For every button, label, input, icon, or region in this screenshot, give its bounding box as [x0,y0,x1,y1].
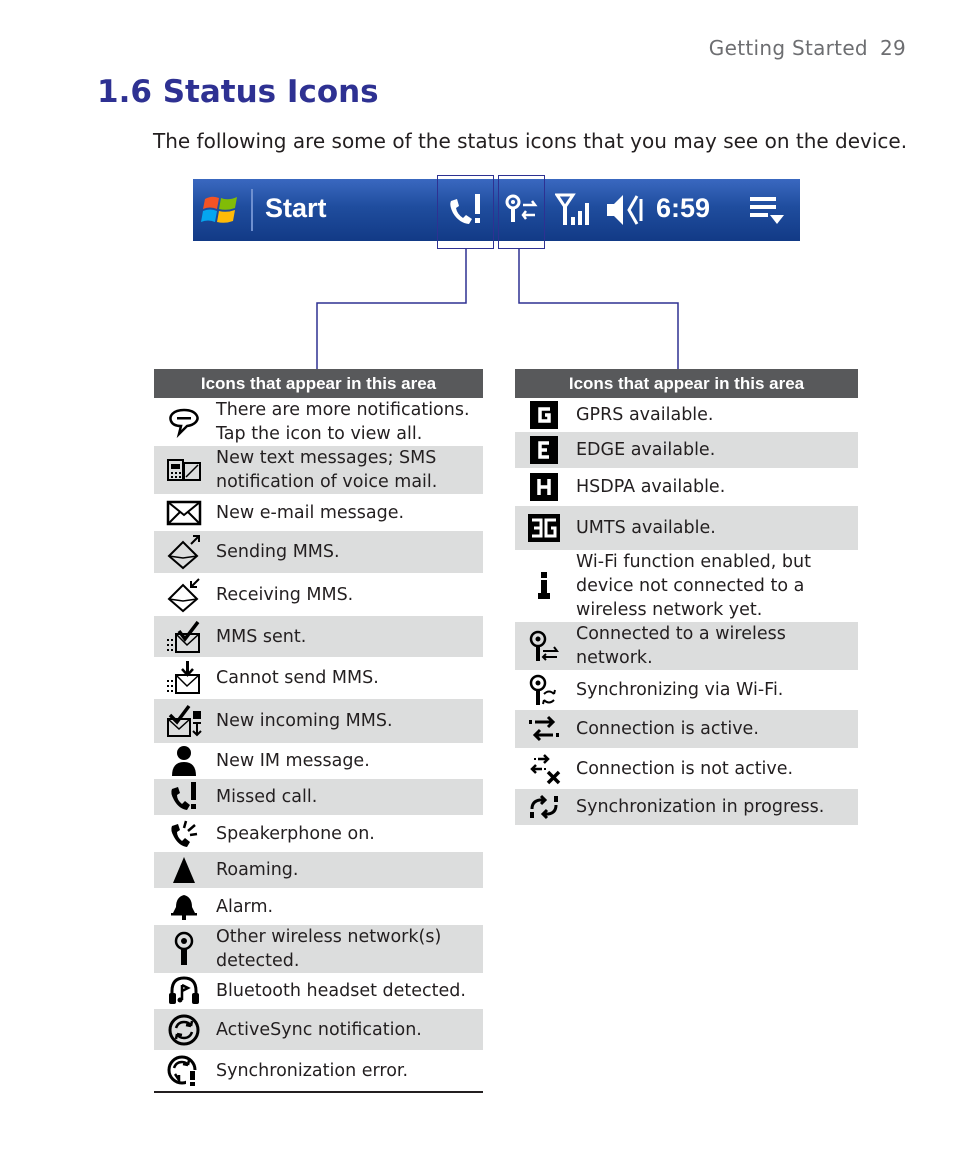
sync-error-icon [166,1054,202,1088]
gprs-icon [530,401,558,429]
row-description: MMS sent. [213,616,483,657]
table-row [515,748,858,789]
receiving-mms-icon [165,577,203,613]
table-row [154,852,483,888]
table-row [154,743,483,779]
alarm-icon [170,893,198,921]
table-row [515,398,858,432]
table-row [154,1009,483,1050]
left-table-header: Icons that appear in this area [154,369,483,398]
row-description: New text messages; SMS notification of voice mail. [213,446,483,494]
row-description: Synchronizing via Wi-Fi. [576,680,784,700]
row-description: Other wireless network(s) detected. [213,925,483,973]
roaming-icon [171,855,197,885]
row-description: Synchronization in progress. [573,789,858,825]
row-description: Missed call. [213,779,483,815]
table-row [154,888,483,925]
connection-inactive-icon [526,752,562,786]
section-title: 1.6 Status Icons [97,74,379,110]
sms-voicemail-icon [166,455,202,485]
email-icon [166,500,202,526]
table-row [515,622,858,670]
table-row [515,670,858,710]
cannot-send-mms-icon [165,660,203,696]
row-description: Connection is not active. [576,758,794,779]
umts-icon [528,514,560,542]
row-description: Synchronization error. [216,1060,409,1081]
connection-active-icon [527,713,561,745]
table-header-row [515,369,858,398]
missed-call-icon [169,781,199,813]
mms-sent-icon [165,619,203,655]
table-row [515,468,858,506]
row-description: HSDPA available. [576,477,726,497]
row-description: Bluetooth headset detected. [216,981,466,1001]
table-row [154,531,483,573]
speakerphone-icon [169,818,199,850]
table-row [154,446,483,494]
table-row [154,973,483,1009]
wifi-sync-icon [527,673,561,707]
page-number: 29 [879,36,906,60]
table-row [154,1050,483,1092]
left-status-table [154,369,483,1093]
row-description: There are more notifications. Tap the icon to view all. [216,400,470,444]
wifi-connected-icon [527,629,561,663]
wifi-enabled-icon [535,571,553,601]
table-row [154,699,483,743]
right-status-table [515,369,858,825]
table-row [515,432,858,468]
row-description: Wi-Fi function enabled, but device not connected to a wireless network yet. [576,552,811,620]
row-description: EDGE available. [573,432,858,468]
row-description: New incoming MMS. [213,699,483,743]
row-description: ActiveSync notification. [213,1009,483,1050]
row-description: Speakerphone on. [216,823,375,844]
row-description: Receiving MMS. [216,584,354,605]
row-description: Roaming. [213,852,483,888]
table-row [154,657,483,699]
row-description: Sending MMS. [213,531,483,573]
row-description: Connected to a wireless network. [573,622,858,670]
row-description: Cannot send MMS. [216,668,379,688]
table-row [515,550,858,622]
wireless-networks-detected-icon [170,931,198,967]
start-button[interactable]: Start [265,193,327,223]
table-row [515,789,858,825]
hsdpa-icon [530,473,558,501]
table-row [515,506,858,550]
table-row [154,616,483,657]
intro-text: The following are some of the status icons that you may see on the device. [153,129,908,153]
header-section: Getting Started [708,36,868,60]
bluetooth-headset-icon [167,975,201,1007]
row-description: GPRS available. [576,405,714,425]
table-header-row [154,369,483,398]
row-description: UMTS available. [573,506,858,550]
sync-progress-icon [527,792,561,822]
table-row [515,710,858,748]
notification-bubble-icon [167,406,201,438]
table-row [154,925,483,973]
new-incoming-mms-icon [165,703,203,739]
activesync-icon [167,1013,201,1047]
row-description: New IM message. [216,751,370,771]
row-description: New e-mail message. [216,502,405,523]
row-description: Alarm. [216,896,274,917]
row-description: Connection is active. [573,710,858,748]
im-message-icon [169,745,199,777]
table-row [154,815,483,852]
table-row [154,398,483,446]
table-row [154,494,483,531]
sending-mms-icon [165,534,203,570]
table-row [154,573,483,616]
table-row [154,779,483,815]
clock[interactable]: 6:59 [656,193,711,223]
right-table-header: Icons that appear in this area [515,369,858,398]
edge-icon [530,436,558,464]
